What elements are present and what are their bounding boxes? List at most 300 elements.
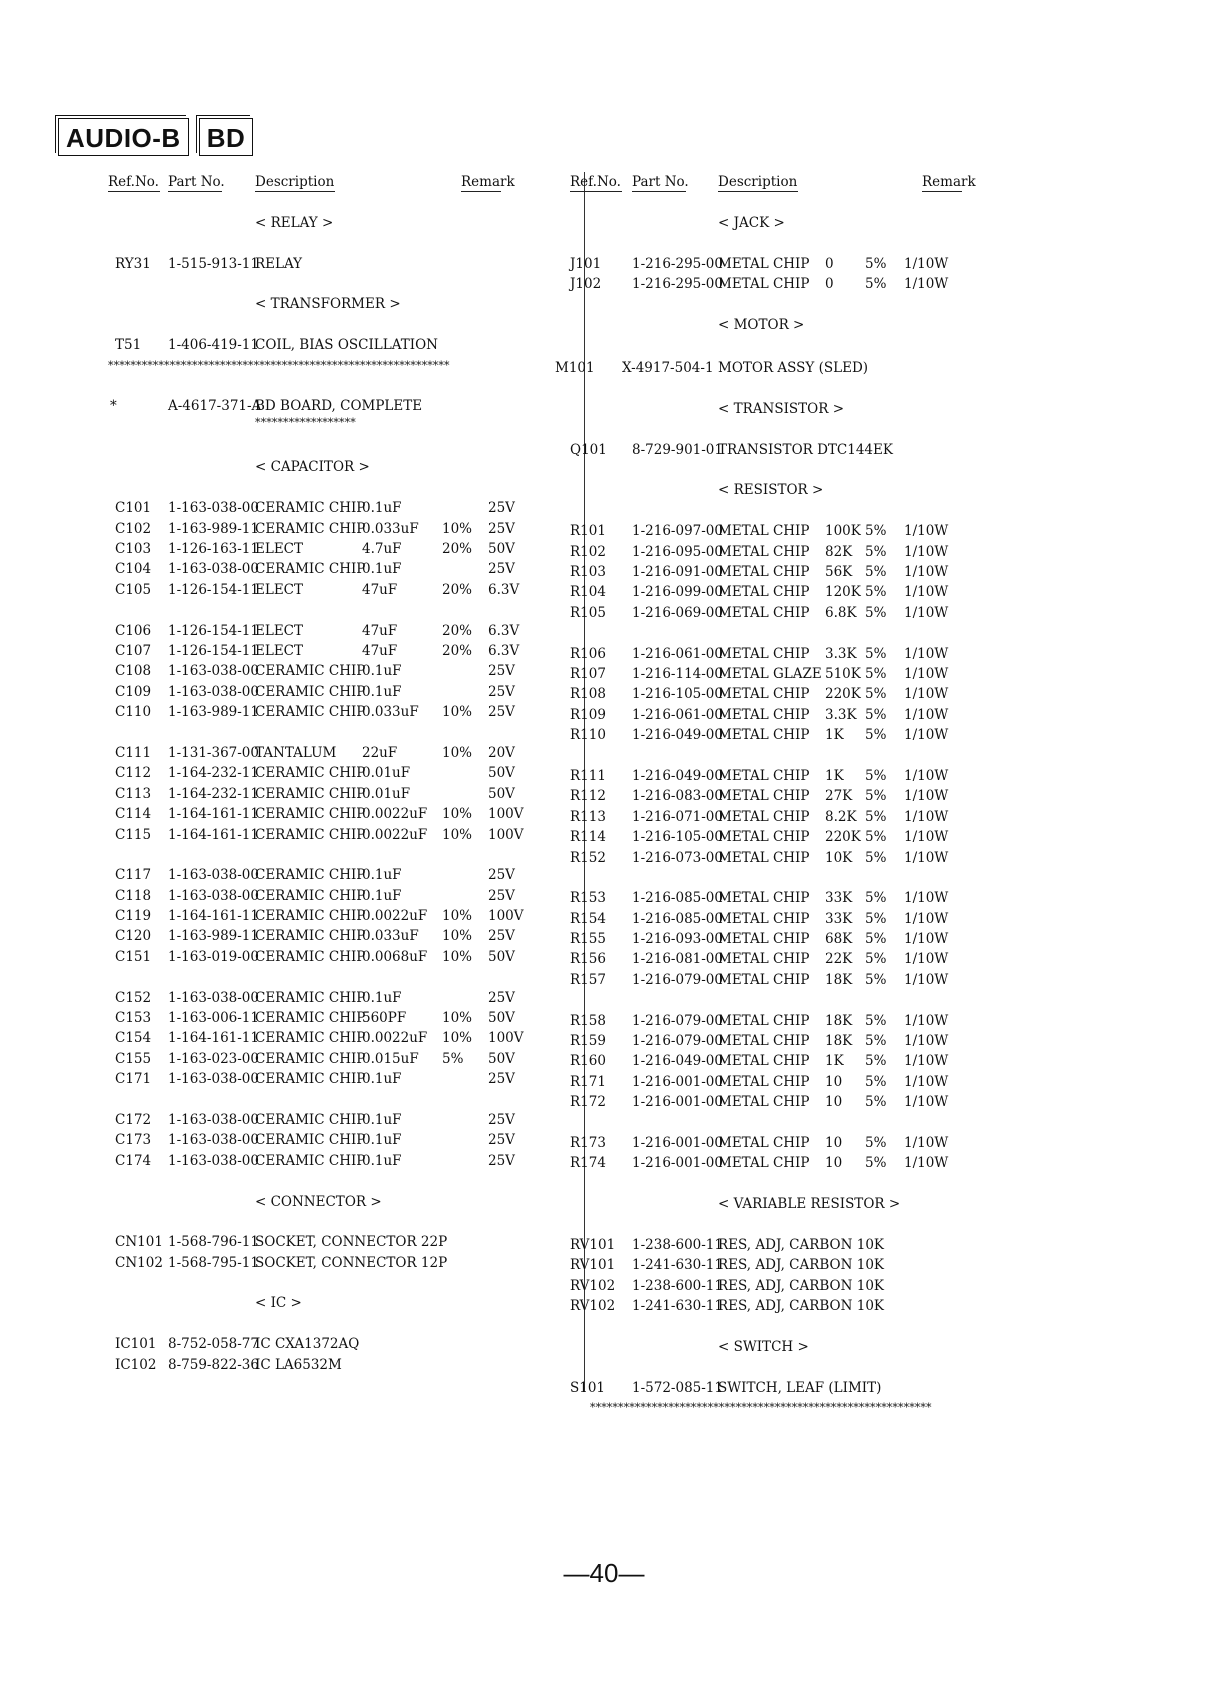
part-value: 0.1uF bbox=[362, 1071, 402, 1088]
part-description: CERAMIC CHIP bbox=[255, 1071, 366, 1088]
part-value: 22K bbox=[825, 951, 853, 968]
part-row bbox=[115, 825, 565, 845]
part-value: 10 bbox=[825, 1073, 843, 1090]
part-description: METAL CHIP bbox=[718, 1012, 810, 1029]
part-number: 1-216-105-00 bbox=[632, 829, 723, 846]
part-description: TRANSISTOR DTC144EK bbox=[718, 441, 893, 458]
part-ref: R102 bbox=[570, 543, 606, 560]
spacer bbox=[115, 1212, 565, 1232]
part-row bbox=[570, 909, 1055, 929]
part-ref: C101 bbox=[115, 500, 152, 517]
part-ref: R107 bbox=[570, 665, 606, 682]
part-rating: 25V bbox=[488, 887, 515, 904]
part-number: 1-126-154-11 bbox=[168, 581, 259, 598]
header-remark-rule bbox=[922, 191, 962, 192]
part-number: X-4917-504-1 bbox=[622, 360, 714, 377]
part-tolerance: 20% bbox=[442, 541, 473, 558]
part-row bbox=[115, 1151, 565, 1171]
complete-board-underline-stars: ****************** bbox=[255, 416, 356, 429]
category-heading-label: < VARIABLE RESISTOR > bbox=[718, 1196, 901, 1213]
part-row bbox=[115, 702, 565, 722]
part-row bbox=[570, 970, 1055, 990]
part-tolerance: 10% bbox=[442, 520, 473, 537]
part-ref: R172 bbox=[570, 1094, 606, 1111]
part-description: CERAMIC CHIP bbox=[255, 928, 366, 945]
category-heading bbox=[610, 480, 1055, 500]
category-heading-label: < IC > bbox=[255, 1295, 302, 1312]
part-description: CERAMIC CHIP bbox=[255, 785, 366, 802]
part-rating: 1/10W bbox=[904, 727, 949, 744]
part-row bbox=[115, 519, 565, 539]
section-title bbox=[58, 118, 253, 156]
part-description: METAL CHIP bbox=[718, 767, 810, 784]
part-rating: 25V bbox=[488, 520, 515, 537]
part-ref: R108 bbox=[570, 686, 606, 703]
part-rating: 1/10W bbox=[904, 604, 949, 621]
part-value: 0.033uF bbox=[362, 928, 419, 945]
part-ref: S101 bbox=[570, 1379, 606, 1396]
part-tolerance: 5% bbox=[865, 1073, 887, 1090]
part-tolerance: 5% bbox=[865, 1094, 887, 1111]
part-tolerance: 10% bbox=[442, 928, 473, 945]
part-number: 1-216-049-00 bbox=[632, 767, 723, 784]
part-row bbox=[570, 786, 1055, 806]
spacer bbox=[115, 192, 565, 212]
part-rating: 25V bbox=[488, 683, 515, 700]
part-row bbox=[570, 827, 1055, 847]
part-row bbox=[115, 661, 565, 681]
part-row bbox=[570, 1276, 1055, 1296]
spacer bbox=[115, 1273, 565, 1293]
part-description: METAL CHIP bbox=[718, 1073, 810, 1090]
part-ref: C108 bbox=[115, 663, 152, 680]
part-number: 1-163-038-00 bbox=[168, 561, 259, 578]
part-ref: R173 bbox=[570, 1134, 606, 1151]
complete-board-underline bbox=[115, 417, 565, 437]
part-tolerance: 5% bbox=[865, 767, 887, 784]
part-rating: 25V bbox=[488, 867, 515, 884]
part-rating: 25V bbox=[488, 704, 515, 721]
part-number: 1-164-232-11 bbox=[168, 785, 259, 802]
part-value: 0 bbox=[825, 255, 834, 272]
part-row bbox=[570, 603, 1055, 623]
part-description: METAL CHIP bbox=[718, 910, 810, 927]
part-number: 1-163-038-00 bbox=[168, 867, 259, 884]
part-rating: 25V bbox=[488, 1071, 515, 1088]
part-ref: CN102 bbox=[115, 1254, 163, 1271]
part-row bbox=[570, 1133, 1055, 1153]
part-ref: R111 bbox=[570, 767, 606, 784]
part-ref: C102 bbox=[115, 520, 152, 537]
part-row bbox=[115, 804, 565, 824]
part-row bbox=[115, 1232, 565, 1252]
part-number: 1-241-630-11 bbox=[632, 1298, 723, 1315]
part-value: 560PF bbox=[362, 1010, 407, 1027]
category-heading-label: < RESISTOR > bbox=[718, 482, 824, 499]
part-number: 1-216-069-00 bbox=[632, 604, 723, 621]
category-heading bbox=[610, 399, 1055, 419]
part-description: CERAMIC CHIP bbox=[255, 1111, 366, 1128]
part-tolerance: 10% bbox=[442, 744, 473, 761]
part-rating: 1/10W bbox=[904, 523, 949, 540]
part-ref: C113 bbox=[115, 785, 152, 802]
part-description: METAL CHIP bbox=[718, 788, 810, 805]
part-ref: R110 bbox=[570, 727, 606, 744]
part-row bbox=[115, 763, 565, 783]
category-heading bbox=[115, 213, 565, 233]
part-tolerance: 5% bbox=[865, 788, 887, 805]
part-tolerance: 5% bbox=[865, 1033, 887, 1050]
part-description: METAL CHIP bbox=[718, 1155, 810, 1172]
part-rating: 25V bbox=[488, 1132, 515, 1149]
part-rating: 1/10W bbox=[904, 706, 949, 723]
part-description: METAL GLAZE bbox=[718, 665, 822, 682]
part-number: 1-164-161-11 bbox=[168, 1030, 259, 1047]
part-description: CERAMIC CHIP bbox=[255, 908, 366, 925]
part-row bbox=[570, 888, 1055, 908]
part-value: 6.8K bbox=[825, 604, 857, 621]
part-description: METAL CHIP bbox=[718, 849, 810, 866]
part-row bbox=[570, 684, 1055, 704]
part-rating: 25V bbox=[488, 561, 515, 578]
part-number: 1-216-079-00 bbox=[632, 1033, 723, 1050]
part-ref: C118 bbox=[115, 887, 152, 904]
part-row bbox=[115, 1008, 565, 1028]
part-row bbox=[570, 766, 1055, 786]
part-description: MOTOR ASSY (SLED) bbox=[718, 360, 869, 377]
part-tolerance: 5% bbox=[865, 931, 887, 948]
part-rating: 100V bbox=[488, 908, 524, 925]
part-rating: 1/10W bbox=[904, 1094, 949, 1111]
part-number: 1-568-795-11 bbox=[168, 1254, 259, 1271]
part-ref: RV102 bbox=[570, 1277, 616, 1294]
part-ref: C110 bbox=[115, 704, 152, 721]
part-tolerance: 5% bbox=[865, 645, 887, 662]
spacer bbox=[115, 376, 565, 396]
header-ref: Ref.No. bbox=[108, 174, 159, 190]
part-value: 1K bbox=[825, 727, 844, 744]
spacer bbox=[610, 192, 1055, 212]
part-rating: 50V bbox=[488, 765, 515, 782]
part-rating: 1/10W bbox=[904, 255, 949, 272]
page-number: —40— bbox=[563, 1558, 645, 1588]
spacer bbox=[115, 437, 565, 457]
part-value: 220K bbox=[825, 686, 861, 703]
part-number: 1-216-071-00 bbox=[632, 808, 723, 825]
part-description: METAL CHIP bbox=[718, 543, 810, 560]
part-row bbox=[555, 358, 1055, 378]
part-ref: J102 bbox=[570, 275, 602, 292]
part-number: 1-164-161-11 bbox=[168, 908, 259, 925]
part-row bbox=[115, 926, 565, 946]
header-remark-rule bbox=[461, 191, 501, 192]
part-ref: C115 bbox=[115, 826, 152, 843]
part-number: 1-406-419-11 bbox=[168, 337, 259, 354]
part-value: 0.0022uF bbox=[362, 908, 428, 925]
part-row bbox=[570, 1235, 1055, 1255]
part-description: METAL CHIP bbox=[718, 971, 810, 988]
part-description: COIL, BIAS OSCILLATION bbox=[255, 337, 438, 354]
part-number: 1-216-081-00 bbox=[632, 951, 723, 968]
part-row bbox=[570, 929, 1055, 949]
part-value: 0.1uF bbox=[362, 1132, 402, 1149]
part-row bbox=[115, 621, 565, 641]
part-rating: 50V bbox=[488, 1010, 515, 1027]
part-rating: 1/10W bbox=[904, 849, 949, 866]
part-ref: C117 bbox=[115, 867, 152, 884]
part-description: CERAMIC CHIP bbox=[255, 500, 366, 517]
part-tolerance: 10% bbox=[442, 806, 473, 823]
part-row bbox=[570, 440, 1055, 460]
part-ref: C173 bbox=[115, 1132, 152, 1149]
part-description: METAL CHIP bbox=[718, 523, 810, 540]
part-description: RELAY bbox=[255, 255, 303, 272]
part-number: 1-216-049-00 bbox=[632, 1053, 723, 1070]
part-tolerance: 5% bbox=[865, 808, 887, 825]
spacer bbox=[610, 1316, 1055, 1336]
part-number: 1-163-038-00 bbox=[168, 663, 259, 680]
part-description: CERAMIC CHIP bbox=[255, 683, 366, 700]
category-heading bbox=[115, 1293, 565, 1313]
category-heading bbox=[610, 1194, 1055, 1214]
spacer bbox=[610, 746, 1055, 766]
right-parts-column bbox=[555, 172, 1055, 1418]
part-ref: C152 bbox=[115, 989, 152, 1006]
part-value: 10 bbox=[825, 1094, 843, 1111]
part-ref: C112 bbox=[115, 765, 152, 782]
part-description: METAL CHIP bbox=[718, 564, 810, 581]
part-row bbox=[570, 274, 1055, 294]
category-heading-label: < RELAY > bbox=[255, 214, 334, 231]
category-heading-label: < JACK > bbox=[718, 214, 785, 231]
part-rating: 20V bbox=[488, 744, 515, 761]
part-ref: R159 bbox=[570, 1033, 606, 1050]
part-ref: C105 bbox=[115, 581, 152, 598]
part-number: 1-163-006-11 bbox=[168, 1010, 259, 1027]
part-description: CERAMIC CHIP bbox=[255, 520, 366, 537]
part-number: 1-241-630-11 bbox=[632, 1257, 723, 1274]
part-rating: 50V bbox=[488, 1050, 515, 1067]
part-row bbox=[570, 521, 1055, 541]
part-tolerance: 5% bbox=[865, 890, 887, 907]
part-tolerance: 5% bbox=[865, 665, 887, 682]
part-number: 1-216-114-00 bbox=[632, 665, 723, 682]
part-row bbox=[570, 1031, 1055, 1051]
part-description: RES, ADJ, CARBON 10K bbox=[718, 1277, 884, 1294]
category-heading bbox=[610, 315, 1055, 335]
part-ref: R174 bbox=[570, 1155, 606, 1172]
part-rating: 25V bbox=[488, 989, 515, 1006]
part-row bbox=[115, 743, 565, 763]
part-description: BD BOARD, COMPLETE bbox=[255, 398, 423, 415]
part-value: 0.1uF bbox=[362, 1111, 402, 1128]
part-description: ELECT bbox=[255, 622, 304, 639]
part-number: 1-126-154-11 bbox=[168, 622, 259, 639]
part-ref: C119 bbox=[115, 908, 152, 925]
part-number: 1-216-085-00 bbox=[632, 910, 723, 927]
spacer bbox=[610, 294, 1055, 314]
spacer bbox=[610, 623, 1055, 643]
part-number: 1-216-001-00 bbox=[632, 1155, 723, 1172]
part-tolerance: 20% bbox=[442, 642, 473, 659]
part-value: 0.1uF bbox=[362, 500, 402, 517]
part-value: 3.3K bbox=[825, 645, 857, 662]
part-description: RES, ADJ, CARBON 10K bbox=[718, 1298, 884, 1315]
spacer bbox=[115, 274, 565, 294]
part-number: 1-216-001-00 bbox=[632, 1134, 723, 1151]
part-description: CERAMIC CHIP bbox=[255, 1132, 366, 1149]
spacer bbox=[610, 460, 1055, 480]
part-tolerance: 10% bbox=[442, 948, 473, 965]
part-rating: 50V bbox=[488, 785, 515, 802]
section-title-label: AUDIO-B bbox=[58, 118, 189, 156]
part-row bbox=[570, 542, 1055, 562]
part-tolerance: 10% bbox=[442, 704, 473, 721]
part-value: 8.2K bbox=[825, 808, 857, 825]
part-row bbox=[115, 1069, 565, 1089]
part-description: METAL CHIP bbox=[718, 1053, 810, 1070]
part-tolerance: 10% bbox=[442, 1010, 473, 1027]
spacer bbox=[115, 967, 565, 987]
part-ref: R154 bbox=[570, 910, 606, 927]
part-value: 100K bbox=[825, 523, 861, 540]
part-tolerance: 10% bbox=[442, 908, 473, 925]
part-tolerance: 10% bbox=[442, 826, 473, 843]
part-ref: RV101 bbox=[570, 1257, 616, 1274]
part-ref: C172 bbox=[115, 1111, 152, 1128]
category-heading-label: < TRANSISTOR > bbox=[718, 400, 845, 417]
part-description: SWITCH, LEAF (LIMIT) bbox=[718, 1379, 882, 1396]
part-value: 0.015uF bbox=[362, 1050, 419, 1067]
part-rating: 1/10W bbox=[904, 543, 949, 560]
part-row bbox=[570, 725, 1055, 745]
part-rating: 100V bbox=[488, 806, 524, 823]
part-value: 0.01uF bbox=[362, 785, 411, 802]
part-rating: 1/10W bbox=[904, 1053, 949, 1070]
part-ref: C174 bbox=[115, 1152, 152, 1169]
part-description: RES, ADJ, CARBON 10K bbox=[718, 1257, 884, 1274]
part-row bbox=[115, 947, 565, 967]
part-value: 33K bbox=[825, 890, 853, 907]
part-ref: CN101 bbox=[115, 1234, 163, 1251]
spacer bbox=[115, 600, 565, 620]
part-number: 8-752-058-77 bbox=[168, 1336, 259, 1353]
header-remark: Remark bbox=[922, 174, 976, 190]
part-tolerance: 5% bbox=[865, 564, 887, 581]
part-ref: R104 bbox=[570, 584, 606, 601]
part-rating: 6.3V bbox=[488, 642, 520, 659]
part-value: 0 bbox=[825, 275, 834, 292]
header-part-rule bbox=[168, 191, 222, 192]
part-value: 47uF bbox=[362, 581, 398, 598]
part-ref: C111 bbox=[115, 744, 152, 761]
part-ref: C155 bbox=[115, 1050, 152, 1067]
spacer bbox=[115, 845, 565, 865]
part-value: 33K bbox=[825, 910, 853, 927]
part-ref: C106 bbox=[115, 622, 152, 639]
part-rating: 1/10W bbox=[904, 645, 949, 662]
part-ref: R103 bbox=[570, 564, 606, 581]
part-description: CERAMIC CHIP bbox=[255, 704, 366, 721]
category-heading bbox=[610, 213, 1055, 233]
spacer bbox=[115, 233, 565, 253]
part-tolerance: 5% bbox=[865, 604, 887, 621]
part-value: 18K bbox=[825, 971, 853, 988]
part-tolerance: 5% bbox=[865, 971, 887, 988]
column-header-row bbox=[570, 172, 1055, 192]
part-tolerance: 20% bbox=[442, 622, 473, 639]
header-part-rule bbox=[632, 191, 686, 192]
part-rating: 1/10W bbox=[904, 584, 949, 601]
part-number: 1-572-085-11 bbox=[632, 1379, 723, 1396]
part-value: 68K bbox=[825, 931, 853, 948]
part-number: 1-216-001-00 bbox=[632, 1094, 723, 1111]
part-ref: C114 bbox=[115, 806, 152, 823]
part-ref: C107 bbox=[115, 642, 152, 659]
part-description: CERAMIC CHIP bbox=[255, 887, 366, 904]
part-ref: R114 bbox=[570, 829, 606, 846]
part-number: 1-216-061-00 bbox=[632, 645, 723, 662]
part-description: METAL CHIP bbox=[718, 1094, 810, 1111]
part-ref: R160 bbox=[570, 1053, 606, 1070]
separator-line: ************************************************************* bbox=[108, 358, 450, 372]
column-header-row bbox=[108, 172, 565, 192]
part-row bbox=[115, 335, 565, 355]
part-rating: 1/10W bbox=[904, 910, 949, 927]
part-ref: R153 bbox=[570, 890, 606, 907]
part-tolerance: 5% bbox=[865, 1053, 887, 1070]
part-tolerance: 5% bbox=[865, 727, 887, 744]
part-value: 18K bbox=[825, 1033, 853, 1050]
spacer bbox=[610, 1174, 1055, 1194]
part-number: 1-216-093-00 bbox=[632, 931, 723, 948]
part-ref: R158 bbox=[570, 1012, 606, 1029]
part-number: 1-163-023-00 bbox=[168, 1050, 259, 1067]
part-number: A-4617-371-A bbox=[168, 398, 262, 415]
part-number: 1-216-095-00 bbox=[632, 543, 723, 560]
part-ref: RV101 bbox=[570, 1236, 616, 1253]
part-rating: 1/10W bbox=[904, 665, 949, 682]
part-ref: R109 bbox=[570, 706, 606, 723]
part-ref: C109 bbox=[115, 683, 152, 700]
part-value: 0.01uF bbox=[362, 765, 411, 782]
part-description: ELECT bbox=[255, 581, 304, 598]
part-row bbox=[115, 1130, 565, 1150]
part-number: 1-131-367-00 bbox=[168, 744, 259, 761]
part-row bbox=[115, 580, 565, 600]
part-value: 0.0022uF bbox=[362, 1030, 428, 1047]
part-number: 1-164-161-11 bbox=[168, 806, 259, 823]
part-number: 1-163-038-00 bbox=[168, 1111, 259, 1128]
part-ref: * bbox=[110, 398, 117, 415]
spacer bbox=[115, 478, 565, 498]
part-description: CERAMIC CHIP bbox=[255, 826, 366, 843]
category-heading bbox=[115, 457, 565, 477]
part-ref: R105 bbox=[570, 604, 606, 621]
part-rating: 1/10W bbox=[904, 1134, 949, 1151]
part-number: 1-216-295-00 bbox=[632, 275, 723, 292]
header-remark: Remark bbox=[461, 174, 515, 190]
part-row bbox=[570, 254, 1055, 274]
part-value: 1K bbox=[825, 1053, 844, 1070]
part-rating: 1/10W bbox=[904, 788, 949, 805]
part-row bbox=[570, 1255, 1055, 1275]
part-ref: RY31 bbox=[115, 255, 151, 272]
part-value: 0.1uF bbox=[362, 683, 402, 700]
part-tolerance: 5% bbox=[865, 1155, 887, 1172]
part-row bbox=[115, 498, 565, 518]
part-rating: 50V bbox=[488, 541, 515, 558]
